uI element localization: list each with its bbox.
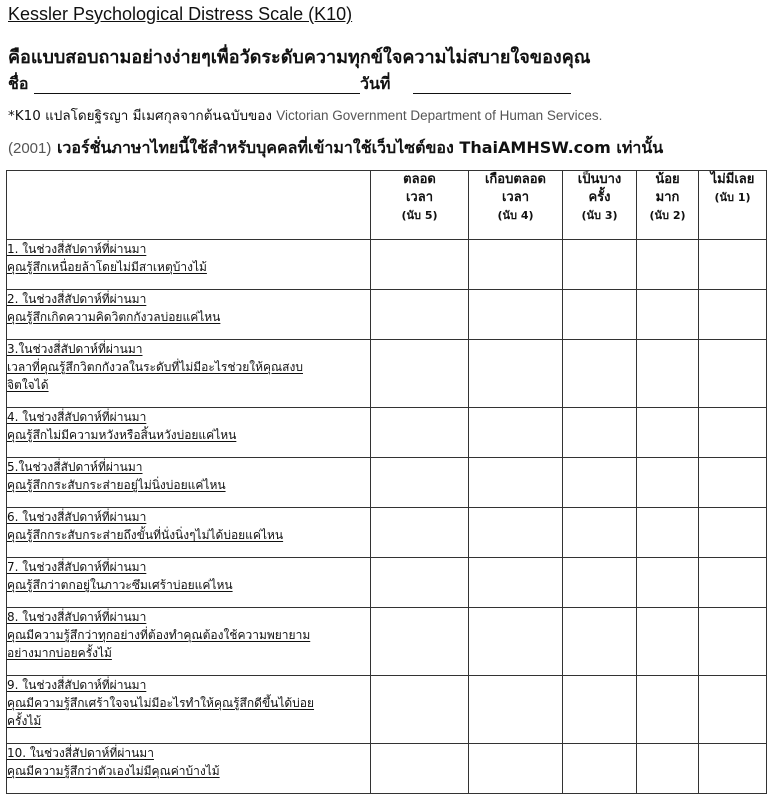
answer-cell[interactable]	[699, 608, 767, 676]
table-row	[7, 408, 767, 458]
question-line: 3.ในช่วงสี่สัปดาห์ที่ผ่านมา	[7, 342, 143, 356]
table-row	[7, 240, 767, 290]
answer-cell[interactable]	[637, 676, 699, 744]
option-label: เวลา	[405, 190, 433, 205]
name-label: ชื่อ	[8, 74, 29, 93]
question-header-cell	[7, 171, 371, 240]
credit-thai: *K10 แปลโดยฐิรญา มีเมศกุลจากต้นฉบับของ	[8, 108, 272, 124]
credit-english: Victorian Government Department of Human Services.	[276, 108, 603, 123]
answer-cell[interactable]	[469, 608, 563, 676]
option-label: ตลอด	[403, 172, 436, 187]
question-line: คุณมีความรู้สึกเศร้าใจจนไม่มีอะไรทำให้คุณรู้สึกดีขึ้นได้บ่อย	[7, 696, 315, 710]
question-line: เวลาที่คุณรู้สึกวิตกกังวลในระดับที่ไม่มีอะไรช่วยให้คุณสงบ	[7, 360, 303, 374]
answer-cell[interactable]	[469, 240, 563, 290]
answer-cell[interactable]	[563, 676, 637, 744]
date-field[interactable]	[413, 93, 571, 94]
answer-cell[interactable]	[371, 558, 469, 608]
question-line: 6. ในช่วงสี่สัปดาห์ที่ผ่านมา	[7, 510, 147, 524]
question-line: คุณรู้สึกกระสับกระส่ายอยู่ไม่นิ่งบ่อยแค่ไหน	[7, 478, 226, 492]
question-text-cell	[7, 676, 371, 744]
answer-cell[interactable]	[469, 676, 563, 744]
question-line: 4. ในช่วงสี่สัปดาห์ที่ผ่านมา	[7, 410, 147, 424]
question-text-cell	[7, 744, 371, 794]
answer-cell[interactable]	[371, 744, 469, 794]
answer-cell[interactable]	[469, 744, 563, 794]
answer-cell[interactable]	[469, 558, 563, 608]
option-label: เวลา	[501, 190, 529, 205]
answer-cell[interactable]	[699, 508, 767, 558]
option-score: (นับ 2)	[649, 209, 686, 222]
answer-cell[interactable]	[637, 744, 699, 794]
answer-cell[interactable]	[371, 458, 469, 508]
question-text-cell	[7, 290, 371, 340]
answer-cell[interactable]	[469, 340, 563, 408]
table-row	[7, 608, 767, 676]
question-line: 1. ในช่วงสี่สัปดาห์ที่ผ่านมา	[7, 242, 147, 256]
question-line: คุณมีความรู้สึกว่าทุกอย่างที่ต้องทำคุณต้องใช้ความพยายาม	[7, 628, 311, 642]
answer-cell[interactable]	[371, 290, 469, 340]
answer-cell[interactable]	[699, 676, 767, 744]
question-text-cell	[7, 340, 371, 408]
answer-cell[interactable]	[371, 408, 469, 458]
answer-cell[interactable]	[563, 458, 637, 508]
answer-cell[interactable]	[563, 744, 637, 794]
answer-cell[interactable]	[371, 508, 469, 558]
answer-cell[interactable]	[563, 558, 637, 608]
option-score: (นับ 1)	[714, 191, 751, 204]
answer-cell[interactable]	[563, 508, 637, 558]
question-line: 7. ในช่วงสี่สัปดาห์ที่ผ่านมา	[7, 560, 147, 574]
answer-cell[interactable]	[371, 240, 469, 290]
option-header	[699, 171, 767, 240]
question-line: อย่างมากบ่อยครั้งไม้	[7, 646, 112, 660]
answer-cell[interactable]	[371, 608, 469, 676]
answer-cell[interactable]	[469, 458, 563, 508]
answer-cell[interactable]	[637, 558, 699, 608]
answer-cell[interactable]	[637, 290, 699, 340]
table-row	[7, 458, 767, 508]
question-line: คุณรู้สึกไม่มีความหวังหรือสิ้นหวังบ่อยแค่ไหน	[7, 428, 237, 442]
answer-cell[interactable]	[371, 340, 469, 408]
name-field[interactable]	[34, 93, 360, 94]
question-text-cell	[7, 608, 371, 676]
question-text-cell	[7, 508, 371, 558]
answer-cell[interactable]	[637, 608, 699, 676]
answer-cell[interactable]	[699, 558, 767, 608]
question-text-cell	[7, 240, 371, 290]
option-label: ไม่มีเลย	[710, 172, 755, 187]
answer-cell[interactable]	[699, 240, 767, 290]
option-header	[371, 171, 469, 240]
answer-cell[interactable]	[563, 340, 637, 408]
option-score: (นับ 4)	[497, 209, 534, 222]
question-line: ครั้งไม้	[7, 714, 42, 728]
answer-cell[interactable]	[563, 290, 637, 340]
date-label: วันที่	[360, 74, 391, 93]
english-title: Kessler Psychological Distress Scale (K10)	[8, 4, 353, 24]
question-line: คุณรู้สึกเกิดความคิดวิตกกังวลบ่อยแค่ไหน	[7, 310, 221, 324]
answer-cell[interactable]	[699, 458, 767, 508]
table-header-row	[7, 171, 767, 240]
option-label: มาก	[655, 190, 680, 205]
answer-cell[interactable]	[637, 340, 699, 408]
translation-credit	[8, 104, 768, 126]
answer-cell[interactable]	[563, 408, 637, 458]
question-line: คุณรู้สึกว่าตกอยู่ในภาวะซึมเศร้าบ่อยแค่ไหน	[7, 578, 233, 592]
question-line: 8. ในช่วงสี่สัปดาห์ที่ผ่านมา	[7, 610, 147, 624]
table-row	[7, 508, 767, 558]
question-rows	[7, 240, 767, 794]
question-line: 2. ในช่วงสี่สัปดาห์ที่ผ่านมา	[7, 292, 147, 306]
table-row	[7, 290, 767, 340]
usage-note	[8, 136, 768, 161]
option-score: (นับ 3)	[581, 209, 618, 222]
answer-cell[interactable]	[699, 290, 767, 340]
answer-cell[interactable]	[469, 508, 563, 558]
table-row	[7, 558, 767, 608]
question-text-cell	[7, 458, 371, 508]
table-row	[7, 340, 767, 408]
answer-cell[interactable]	[699, 744, 767, 794]
answer-cell[interactable]	[563, 608, 637, 676]
question-line: 9. ในช่วงสี่สัปดาห์ที่ผ่านมา	[7, 678, 147, 692]
option-label: ครั้ง	[588, 190, 611, 205]
question-line: จิตใจได้	[7, 378, 49, 392]
option-label: เป็นบาง	[577, 172, 622, 187]
answer-cell[interactable]	[699, 340, 767, 408]
answer-cell[interactable]	[637, 458, 699, 508]
answer-cell[interactable]	[637, 408, 699, 458]
table-row	[7, 744, 767, 794]
note-year: (2001)	[8, 140, 52, 157]
answer-cell[interactable]	[469, 290, 563, 340]
answer-cell[interactable]	[469, 408, 563, 458]
table-row	[7, 676, 767, 744]
note-text: เวอร์ชั่นภาษาไทยนี้ใช้สำหรับบุคคลที่เข้ามาใช้เว็บไซต์ของ ThaiAMHSW.com เท่านั้น	[56, 138, 664, 157]
question-line: คุณรู้สึกเหนื่อยล้าโดยไม่มีสาเหตุบ้างไม้	[7, 260, 207, 274]
question-text-cell	[7, 558, 371, 608]
thai-title: คือแบบสอบถามอย่างง่ายๆเพื่อวัดระดับความทุกข์ใจความไม่สบายใจของคุณ	[8, 47, 591, 68]
option-score: (นับ 5)	[401, 209, 438, 222]
question-line: คุณมีความรู้สึกว่าตัวเองไม่มีคุณค่าบ้างไม้	[7, 764, 220, 778]
question-line: 5.ในช่วงสี่สัปดาห์ที่ผ่านมา	[7, 460, 143, 474]
name-date-row	[8, 72, 708, 98]
option-header	[563, 171, 637, 240]
answer-cell[interactable]	[371, 676, 469, 744]
answer-cell[interactable]	[637, 240, 699, 290]
answer-cell[interactable]	[637, 508, 699, 558]
option-header	[637, 171, 699, 240]
k10-question-table	[6, 170, 767, 794]
answer-cell[interactable]	[563, 240, 637, 290]
answer-cell[interactable]	[699, 408, 767, 458]
option-label: เกือบตลอด	[484, 172, 547, 187]
question-line: คุณรู้สึกกระสับกระส่ายถึงขั้นที่นั่งนิ่งๆไม่ได้บ่อยแค่ไหน	[7, 528, 284, 542]
question-text-cell	[7, 408, 371, 458]
option-header	[469, 171, 563, 240]
option-label: น้อย	[655, 172, 680, 187]
question-line: 10. ในช่วงสี่สัปดาห์ที่ผ่านมา	[7, 746, 154, 760]
